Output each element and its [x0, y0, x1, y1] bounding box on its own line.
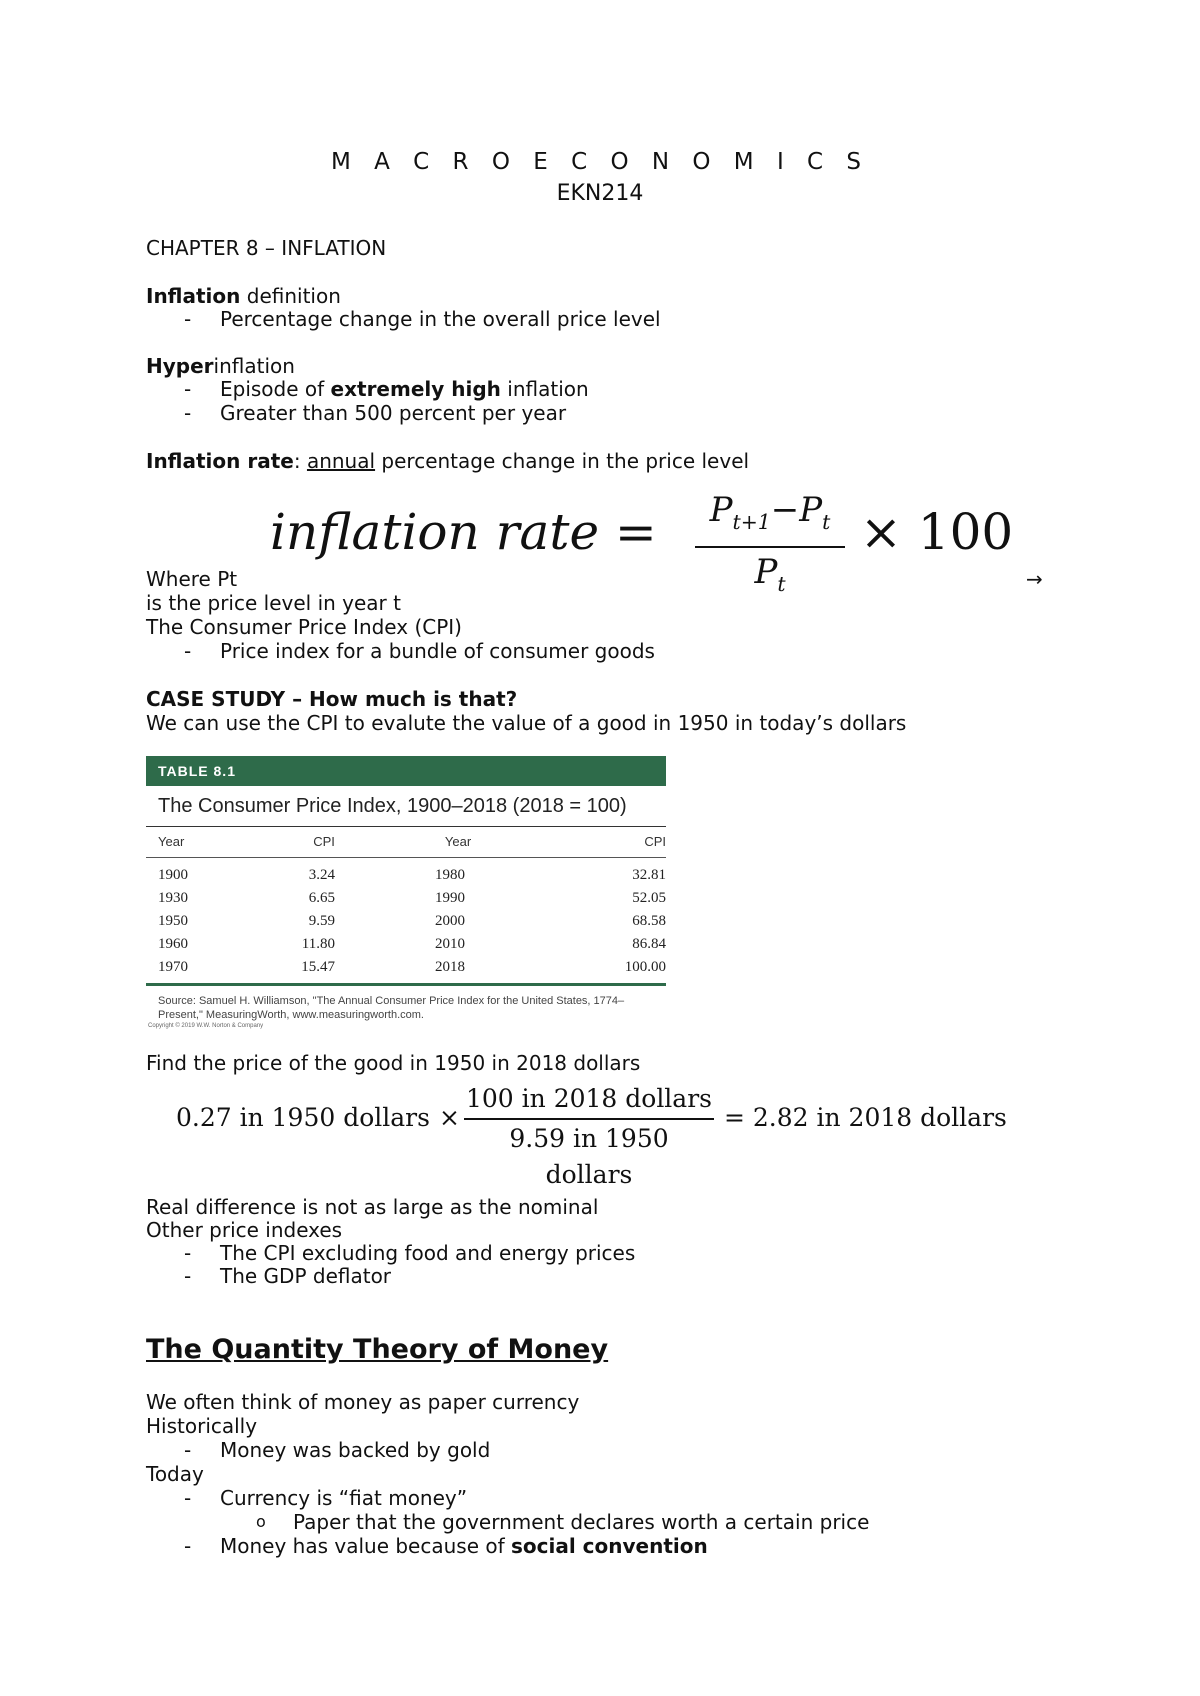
cpi-bullet: Price index for a bundle of consumer goods	[220, 639, 655, 663]
table-label: TABLE 8.1	[146, 756, 666, 786]
table-cell: 1960	[158, 936, 188, 952]
formula-denominator: $P_t$	[754, 551, 786, 596]
table-cell: 2000	[434, 913, 465, 929]
hyperinflation-heading: Hyperinflation	[146, 354, 295, 378]
table-cell: 1990	[434, 890, 465, 906]
other-index-bullet-1: The CPI excluding food and energy prices	[220, 1241, 636, 1265]
money-paper-line: We often think of money as paper currency	[146, 1390, 580, 1414]
bullet-circle: o	[256, 1512, 266, 1531]
historically-bullet: Money was backed by gold	[220, 1438, 491, 1462]
case-study-title: CASE STUDY – How much is that?	[146, 687, 518, 711]
conversion-rhs: = 2.82 in 2018 dollars	[724, 1103, 1007, 1132]
today-heading: Today	[146, 1462, 204, 1486]
table-source: Source: Samuel H. Williamson, "The Annual Consumer Price Index for the United States, 1774–Present," MeasuringWorth, www.measuringworth.com.	[158, 995, 625, 1021]
table-cell: 68.58	[632, 913, 666, 929]
table-title: The Consumer Price Index, 1900–2018 (2018 = 100)	[146, 786, 666, 827]
table-header-cell: CPI	[313, 834, 335, 849]
table-header-cell: CPI	[644, 834, 667, 849]
find-price-text: Find the price of the good in 1950 in 2018 dollars	[146, 1051, 641, 1075]
formula-lhs: inflation rate =	[270, 503, 657, 561]
formula-rhs: × 100	[860, 503, 1014, 561]
cpi-table	[146, 756, 666, 1030]
table-cell: 1950	[158, 913, 188, 929]
conversion-times: ×	[439, 1103, 460, 1132]
formula-numerator: $P_{t+1}-P_t$	[709, 490, 831, 534]
table-row	[146, 933, 666, 956]
table-cell: 9.59	[308, 913, 335, 929]
table-cell: 1980	[434, 867, 465, 883]
table-row	[146, 956, 666, 979]
bullet-dash: -	[184, 639, 192, 663]
doc-title: M A C R O E C O N O M I C S	[330, 149, 870, 175]
hyperinflation-bullet-2: Greater than 500 percent per year	[220, 401, 567, 425]
bullet-dash: -	[184, 1486, 192, 1510]
table-cell: 52.05	[632, 890, 666, 906]
inflation-definition-bullet: Percentage change in the overall price level	[220, 307, 661, 331]
inflation-rate-formula	[270, 488, 1030, 596]
arrow-right-icon: →	[1026, 567, 1043, 591]
chapter-title: CHAPTER 8 – INFLATION	[146, 236, 387, 260]
table-cell: 3.24	[308, 867, 335, 883]
table-row	[146, 864, 666, 887]
formula-fraction-bar	[695, 546, 845, 548]
course-code: EKN214	[556, 181, 644, 206]
bullet-dash: -	[184, 377, 192, 401]
historically-heading: Historically	[146, 1414, 258, 1438]
case-study-text: We can use the CPI to evalute the value of a good in 1950 in today’s dollars	[146, 711, 907, 735]
cpi-heading: The Consumer Price Index (CPI)	[146, 615, 462, 639]
table-cell: 2010	[434, 936, 465, 952]
conversion-fraction	[464, 1081, 714, 1193]
real-difference-line: Real difference is not as large as the nominal	[146, 1195, 599, 1219]
conversion-numerator: 100 in 2018 dollars	[465, 1084, 712, 1113]
table-cell: 15.47	[301, 959, 335, 975]
bullet-dash: -	[184, 307, 192, 331]
bullet-dash: -	[184, 1534, 192, 1558]
today-bullet-2: Money has value because of social convention	[220, 1534, 708, 1558]
table-cell: 11.80	[301, 936, 335, 952]
table-cell: 1970	[158, 959, 188, 975]
formula-fraction	[695, 488, 845, 606]
today-sub-bullet: Paper that the government declares worth a certain price	[293, 1510, 870, 1534]
table-header-cell: Year	[158, 834, 185, 849]
table-cell: 1930	[158, 890, 188, 906]
table-cell: 1900	[158, 867, 188, 883]
table-header-row	[146, 827, 666, 858]
today-bullet-1: Currency is “fiat money”	[220, 1486, 468, 1510]
price-conversion-formula	[176, 1081, 1016, 1189]
table-body	[146, 858, 666, 986]
table-copyright: Copyright © 2019 W.W. Norton & Company	[148, 1023, 264, 1029]
conversion-denominator: 9.59 in 1950 dollars	[509, 1124, 669, 1189]
table-header-cell: Year	[444, 834, 472, 849]
table-cell: 86.84	[632, 936, 666, 952]
bullet-dash: -	[184, 1241, 192, 1265]
table-cell: 100.00	[624, 959, 666, 975]
inflation-definition-heading: Inflation definition	[146, 284, 341, 308]
bullet-dash: -	[184, 401, 192, 425]
table-cell: 32.81	[632, 867, 666, 883]
section-heading: The Quantity Theory of Money	[146, 1334, 609, 1365]
conversion-fraction-bar	[464, 1118, 714, 1120]
where-line-1: Where Pt	[146, 567, 238, 591]
conversion-lhs: 0.27 in 1950 dollars	[176, 1103, 430, 1132]
hyperinflation-bullet-1: Episode of extremely high inflation	[220, 377, 589, 401]
inflation-rate-line: Inflation rate: annual percentage change in the price level	[146, 449, 750, 473]
other-indexes-heading: Other price indexes	[146, 1218, 343, 1242]
other-index-bullet-2: The GDP deflator	[220, 1264, 392, 1288]
bullet-dash: -	[184, 1264, 192, 1288]
table-row	[146, 887, 666, 910]
where-line-2: is the price level in year t	[146, 591, 401, 615]
table-cell: 2018	[434, 959, 465, 975]
bullet-dash: -	[184, 1438, 192, 1462]
table-row	[146, 910, 666, 933]
table-cell: 6.65	[308, 890, 335, 906]
